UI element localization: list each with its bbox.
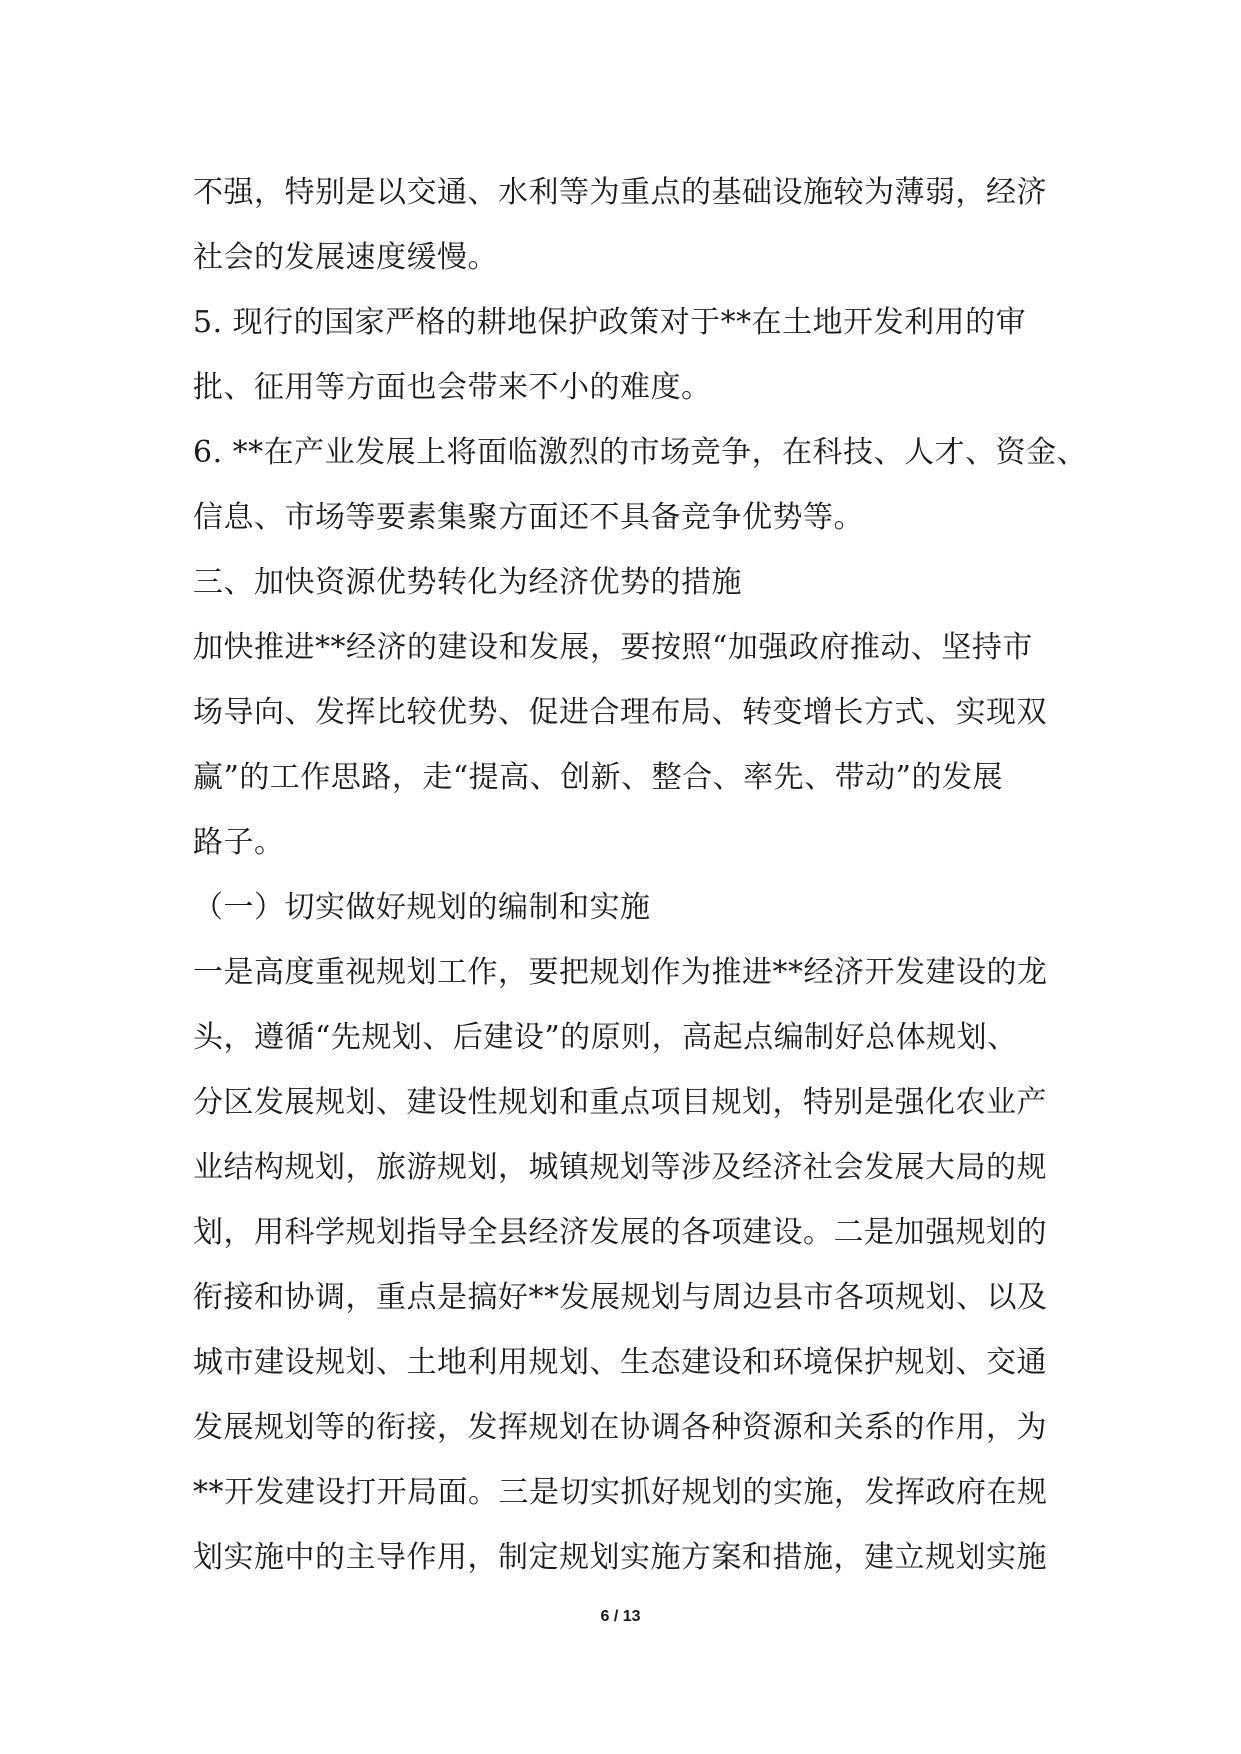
text-line: 社会的发展速度缓慢。 <box>193 240 498 275</box>
document-body <box>193 160 1088 1590</box>
text-line: 路子。 <box>193 825 285 860</box>
section-heading: 三、加快资源优势转化为经济优势的措施 <box>193 565 742 600</box>
text-line: 头，遵循“先规划、后建设”的原则，高起点编制好总体规划、 <box>193 1020 1018 1055</box>
text-line: 分区发展规划、建设性规划和重点项目规划，特别是强化农业产 <box>193 1085 1047 1120</box>
text-line: 划实施中的主导作用，制定规划实施方案和措施，建立规划实施 <box>193 1540 1047 1575</box>
text-line: 赢”的工作思路，走“提高、创新、整合、率先、带动”的发展 <box>193 760 1004 795</box>
text-line: 加快推进**经济的建设和发展，要按照“加强政府推动、坚持市 <box>193 630 1033 665</box>
text-line: 衔接和协调，重点是搞好**发展规划与周边县市各项规划、以及 <box>193 1280 1048 1315</box>
text-line: 城市建设规划、土地利用规划、生态建设和环境保护规划、交通 <box>193 1345 1047 1380</box>
subsection-heading: （一）切实做好规划的编制和实施 <box>193 890 651 925</box>
text-line: 发展规划等的衔接，发挥规划在协调各种资源和关系的作用，为 <box>193 1410 1047 1445</box>
text-line: 场导向、发挥比较优势、促进合理布局、转变增长方式、实现双 <box>193 695 1047 730</box>
text-line: 信息、市场等要素集聚方面还不具备竞争优势等。 <box>193 500 864 535</box>
text-line: 划，用科学规划指导全县经济发展的各项建设。二是加强规划的 <box>193 1215 1047 1250</box>
text-line: **开发建设打开局面。三是切实抓好规划的实施，发挥政府在规 <box>193 1475 1048 1510</box>
page-number: 6 / 13 <box>600 1608 641 1625</box>
text-line: 业结构规划，旅游规划，城镇规划等涉及经济社会发展大局的规 <box>193 1150 1047 1185</box>
text-line: 一是高度重视规划工作，要把规划作为推进**经济开发建设的龙 <box>193 955 1048 990</box>
text-line: 不强，特别是以交通、水利等为重点的基础设施较为薄弱，经济 <box>193 175 1047 210</box>
text-line: 6. **在产业发展上将面临激烈的市场竞争，在科技、人才、资金、 <box>193 435 1088 470</box>
text-line: 批、征用等方面也会带来不小的难度。 <box>193 370 712 405</box>
text-line: 5. 现行的国家严格的耕地保护政策对于**在土地开发利用的审 <box>193 305 1027 340</box>
